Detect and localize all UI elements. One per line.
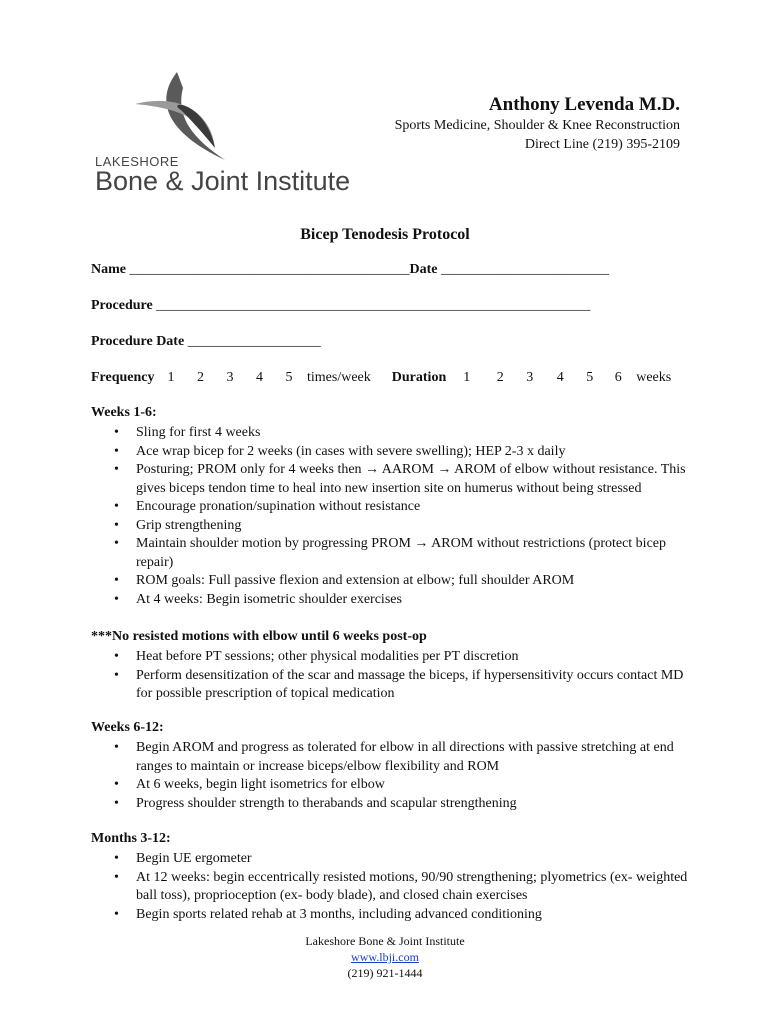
procedure-label: Procedure: [91, 298, 153, 313]
weeks-6-12-heading: Weeks 6-12:: [91, 720, 164, 735]
logo-big-text: Bone & Joint Institute: [95, 166, 351, 196]
footer-website-link[interactable]: www.lbji.com: [351, 950, 419, 964]
warning-note: ***No resisted motions with elbow until 6 weeks post-op: [91, 629, 427, 644]
procedure-date-label: Procedure Date: [91, 334, 185, 349]
name-date-row: [91, 262, 609, 278]
name-label: Name: [91, 262, 126, 277]
weeks-1-6-list-2: [110, 648, 690, 704]
weeks-1-6-list: [110, 424, 690, 609]
list-item: • At 12 weeks: begin eccentrically resisted motions, 90/90 strengthening; plyometrics (ex- weighted ball toss), proprioception (ex- body blade), and closed chain exercises: [110, 869, 690, 906]
procedure-date-row: [91, 334, 321, 350]
list-item: • Begin sports related rehab at 3 months, including advanced conditioning: [110, 906, 690, 925]
page-title: Bicep Tenodesis Protocol: [300, 226, 470, 243]
footer-phone: (219) 921-1444: [347, 966, 423, 980]
months-3-12-list: [110, 850, 690, 924]
logo-small-text: LAKESHORE: [95, 154, 179, 169]
list-item: • ROM goals: Full passive flexion and extension at elbow; full shoulder AROM: [110, 572, 690, 591]
footer: [0, 933, 770, 981]
duration-option[interactable]: 5: [586, 370, 594, 385]
list-item: • Grip strengthening: [110, 517, 690, 536]
list-item: • Encourage pronation/supination without resistance: [110, 498, 690, 517]
list-item: • Sling for first 4 weeks: [110, 424, 690, 443]
list-item: • Begin AROM and progress as tolerated for elbow in all directions with passive stretching at end ranges to maintain or increase biceps/elbow flexibility and ROM: [110, 739, 690, 776]
procedure-field[interactable]: ______________________________________________________________: [156, 298, 591, 313]
frequency-duration-row: [91, 370, 671, 386]
frequency-option[interactable]: 4: [256, 370, 264, 385]
frequency-option[interactable]: 3: [226, 370, 234, 385]
frequency-option[interactable]: 2: [197, 370, 205, 385]
list-item: • At 4 weeks: Begin isometric shoulder exercises: [110, 591, 690, 610]
duration-option[interactable]: 2: [496, 370, 504, 385]
weeks-1-6-heading: Weeks 1-6:: [91, 405, 157, 420]
doctor-specialty: Sports Medicine, Shoulder & Knee Reconstruction: [394, 118, 680, 133]
frequency-option[interactable]: 5: [285, 370, 293, 385]
frequency-unit: times/week: [307, 370, 371, 385]
list-item: • Begin UE ergometer: [110, 850, 690, 869]
doctor-direct-line: Direct Line (219) 395-2109: [524, 137, 680, 152]
months-3-12-heading: Months 3-12:: [91, 831, 171, 846]
procedure-date-field[interactable]: ___________________: [187, 334, 321, 349]
list-item: • Progress shoulder strength to therabands and scapular strengthening: [110, 795, 690, 814]
duration-option[interactable]: 4: [556, 370, 564, 385]
duration-option[interactable]: 6: [614, 370, 622, 385]
list-item: • Maintain shoulder motion by progressing PROM → AROM without restrictions (protect bicep repair): [110, 535, 690, 572]
footer-org: Lakeshore Bone & Joint Institute: [305, 934, 465, 948]
list-item: • Ace wrap bicep for 2 weeks (in cases with severe swelling); HEP 2-3 x daily: [110, 443, 690, 462]
list-item: • Heat before PT sessions; other physical modalities per PT discretion: [110, 648, 690, 667]
date-label: Date: [409, 262, 438, 277]
name-field[interactable]: ________________________________________: [129, 262, 410, 277]
date-field[interactable]: ________________________: [441, 262, 609, 277]
weeks-6-12-list: [110, 739, 690, 813]
duration-option[interactable]: 1: [463, 370, 471, 385]
duration-option[interactable]: 3: [526, 370, 534, 385]
duration-label: Duration: [391, 370, 447, 385]
frequency-label: Frequency: [91, 370, 155, 385]
list-item: • At 6 weeks, begin light isometrics for elbow: [110, 776, 690, 795]
list-item: • Posturing; PROM only for 4 weeks then → AAROM → AROM of elbow without resistance. This gives biceps tendon time to heal into new insertion site on humerus without being stressed: [110, 461, 690, 498]
list-item: • Perform desensitization of the scar and massage the biceps, if hypersensitivity occurs contact MD for possible prescription of topical medication: [110, 667, 690, 704]
doctor-name: Anthony Levenda M.D.: [488, 94, 680, 115]
procedure-row: [91, 298, 590, 314]
frequency-option[interactable]: 1: [167, 370, 175, 385]
duration-unit: weeks: [636, 370, 672, 385]
institute-logo: [95, 70, 370, 200]
